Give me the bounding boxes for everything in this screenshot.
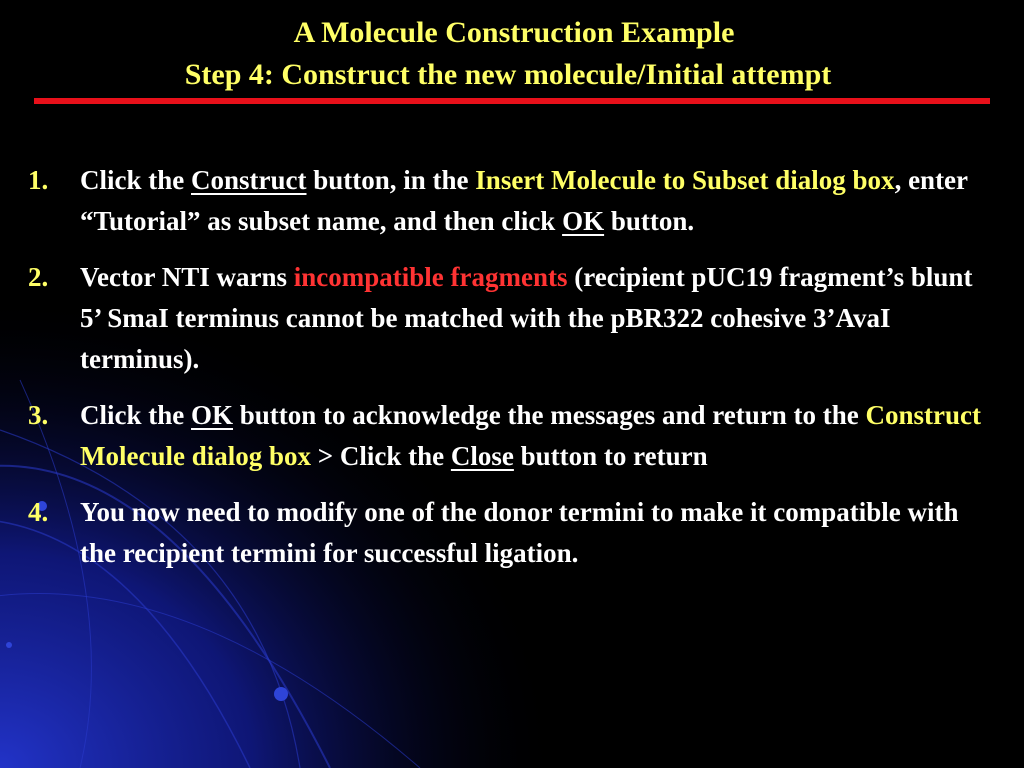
construct-button-ref: Construct bbox=[191, 165, 307, 195]
background-dot bbox=[6, 642, 12, 648]
step-text: button. bbox=[604, 206, 695, 236]
step-text: button to return bbox=[513, 441, 708, 471]
ok-button-ref: OK bbox=[562, 206, 605, 236]
slide-subtitle: Step 4: Construct the new molecule/Initial attempt bbox=[184, 58, 832, 91]
step-text: button to acknowledge the messages and return to the bbox=[233, 400, 866, 430]
step-item bbox=[28, 492, 998, 574]
step-item bbox=[28, 395, 998, 477]
step-text: You now need to modify one of the donor termini to make it compatible with the recipient termini for successful ligation. bbox=[80, 497, 959, 568]
slide-title: A Molecule Construction Example bbox=[293, 16, 735, 49]
step-number: 2. bbox=[28, 262, 49, 292]
step-text: Click the bbox=[80, 165, 191, 195]
background-dot bbox=[274, 687, 288, 701]
step-number: 3. bbox=[28, 400, 49, 430]
step-item bbox=[28, 160, 998, 242]
construct-molecule-dialog-ref: Construct Molecule dialog box bbox=[80, 400, 982, 471]
step-text: (recipient pUC19 fragment’s blunt 5’ SmaI terminus cannot be matched with the pBR322 cohesive 3’AvaI terminus). bbox=[80, 262, 973, 374]
steps-list bbox=[28, 160, 998, 589]
ok-button-ref: OK bbox=[191, 400, 234, 430]
step-number: 4. bbox=[28, 497, 49, 527]
step-text: Click the bbox=[80, 400, 191, 430]
step-number: 1. bbox=[28, 165, 49, 195]
incompatible-fragments-warning: incompatible fragments bbox=[293, 262, 568, 292]
step-text: , enter “Tutorial” as subset name, and then click bbox=[80, 165, 968, 236]
step-text: > Click the bbox=[311, 441, 451, 471]
title-divider bbox=[34, 98, 990, 104]
insert-molecule-dialog-ref: Insert Molecule to Subset dialog box bbox=[475, 165, 895, 195]
close-button-ref: Close bbox=[450, 441, 514, 471]
step-text: Vector NTI warns bbox=[80, 262, 294, 292]
step-item bbox=[28, 257, 998, 380]
step-text: button, in the bbox=[306, 165, 476, 195]
